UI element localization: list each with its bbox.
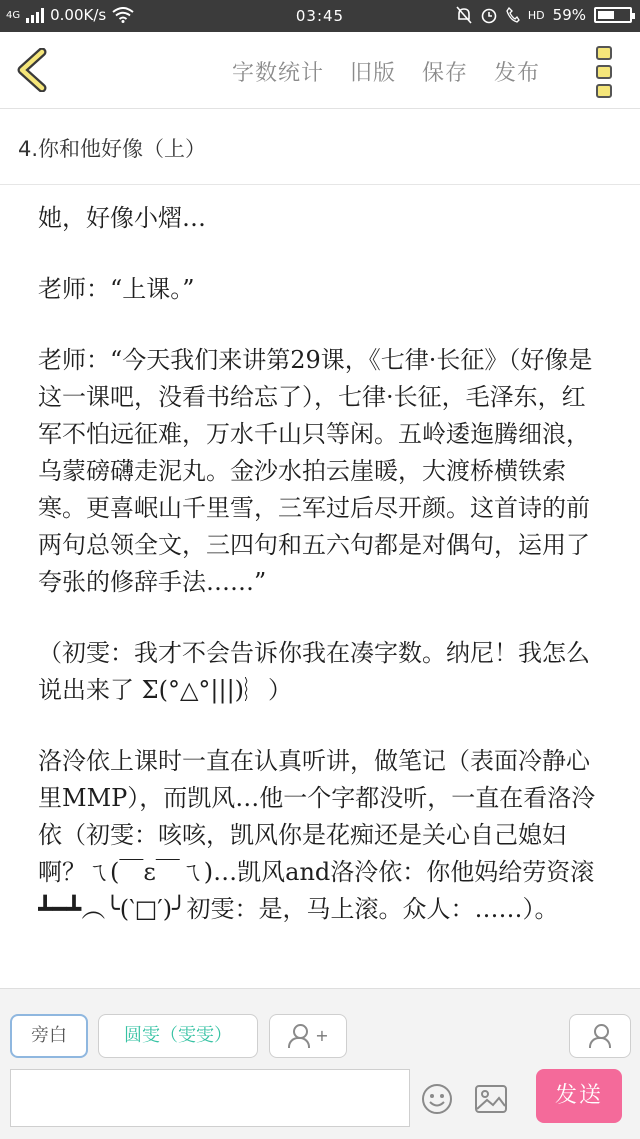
status-time: 03:45 xyxy=(295,7,345,25)
network-type: 4G xyxy=(6,9,21,21)
content-paragraph: （初雯：我才不会告诉你我在凑字数。纳尼！我怎么说出来了 Σ(°△°|||)︴） xyxy=(38,639,590,704)
menu-dot-icon xyxy=(596,84,612,98)
battery-fill xyxy=(598,11,614,19)
battery-percent: 59% xyxy=(552,6,586,24)
content-paragraph: 她，好像小熠… xyxy=(38,204,206,232)
chapter-content-editor[interactable] xyxy=(38,186,604,986)
battery-icon xyxy=(594,7,632,23)
image-button[interactable] xyxy=(474,1084,508,1114)
publish-button[interactable]: 发布 xyxy=(494,61,541,86)
aside-role-button[interactable]: 旁白 xyxy=(10,1014,88,1058)
back-button[interactable] xyxy=(12,48,56,92)
status-right xyxy=(456,6,632,24)
status-bar xyxy=(0,0,640,32)
chevron-left-icon xyxy=(12,48,56,92)
character-role-button[interactable]: 圆雯（雯雯） xyxy=(98,1014,258,1058)
smiley-icon xyxy=(421,1083,453,1115)
word-count-button[interactable]: 字数统计 xyxy=(232,61,325,86)
more-menu-button[interactable] xyxy=(594,46,614,98)
message-input[interactable] xyxy=(10,1069,410,1127)
image-icon xyxy=(474,1084,508,1114)
add-character-button[interactable] xyxy=(269,1014,347,1058)
user-add-icon xyxy=(287,1024,311,1048)
send-button[interactable]: 发送 xyxy=(536,1069,622,1123)
user-icon xyxy=(588,1024,612,1048)
call-icon xyxy=(506,7,520,23)
network-speed: 0.00K/s xyxy=(50,6,107,24)
content-paragraph: 老师：“上课。” xyxy=(38,275,195,303)
alarm-icon xyxy=(480,6,498,24)
menu-dot-icon xyxy=(596,46,612,60)
menu-dot-icon xyxy=(596,65,612,79)
chapter-title: 4.你和他好像（上） xyxy=(18,137,207,161)
content-paragraph: 洛泠依上课时一直在认真听讲，做笔记（表面冷静心里MMP），而凯风…他一个字都没听，一直在看洛泠依（初雯：咳咳，凯风你是花痴还是关心自己媳妇啊？ㄟ(￣ε￣ㄟ)…凯风and洛泠依：你他妈给劳资滚┻━┻︵╰(‵□′)╯初雯：是，马上滚。众人：……）。 xyxy=(38,747,596,923)
toolbar-actions xyxy=(232,56,540,87)
editor-toolbar xyxy=(0,32,640,109)
chapter-title-field[interactable] xyxy=(0,109,640,185)
plus-sign: + xyxy=(315,1026,329,1045)
old-version-button[interactable]: 旧版 xyxy=(350,61,397,86)
emoji-button[interactable] xyxy=(421,1083,453,1115)
user-role-button[interactable] xyxy=(569,1014,631,1058)
save-button[interactable]: 保存 xyxy=(422,61,469,86)
hd-badge: HD xyxy=(527,8,545,22)
content-paragraph: 老师：“今天我们来讲第29课，《七律·长征》（好像是这一课吧，没看书给忘了），七律·长征，毛泽东，红军不怕远征难，万水千山只等闲。五岭逶迤腾细浪，乌蒙磅礴走泥丸。金沙水拍云崖暖，大渡桥横铁索寒。更喜岷山千里雪，三军过后尽开颜。这首诗的前两句总领全文，三四句和五六句都是对偶句，运用了夸张的修辞手法……” xyxy=(38,346,593,596)
compose-bar xyxy=(0,988,640,1139)
mute-bell-icon xyxy=(456,6,472,24)
